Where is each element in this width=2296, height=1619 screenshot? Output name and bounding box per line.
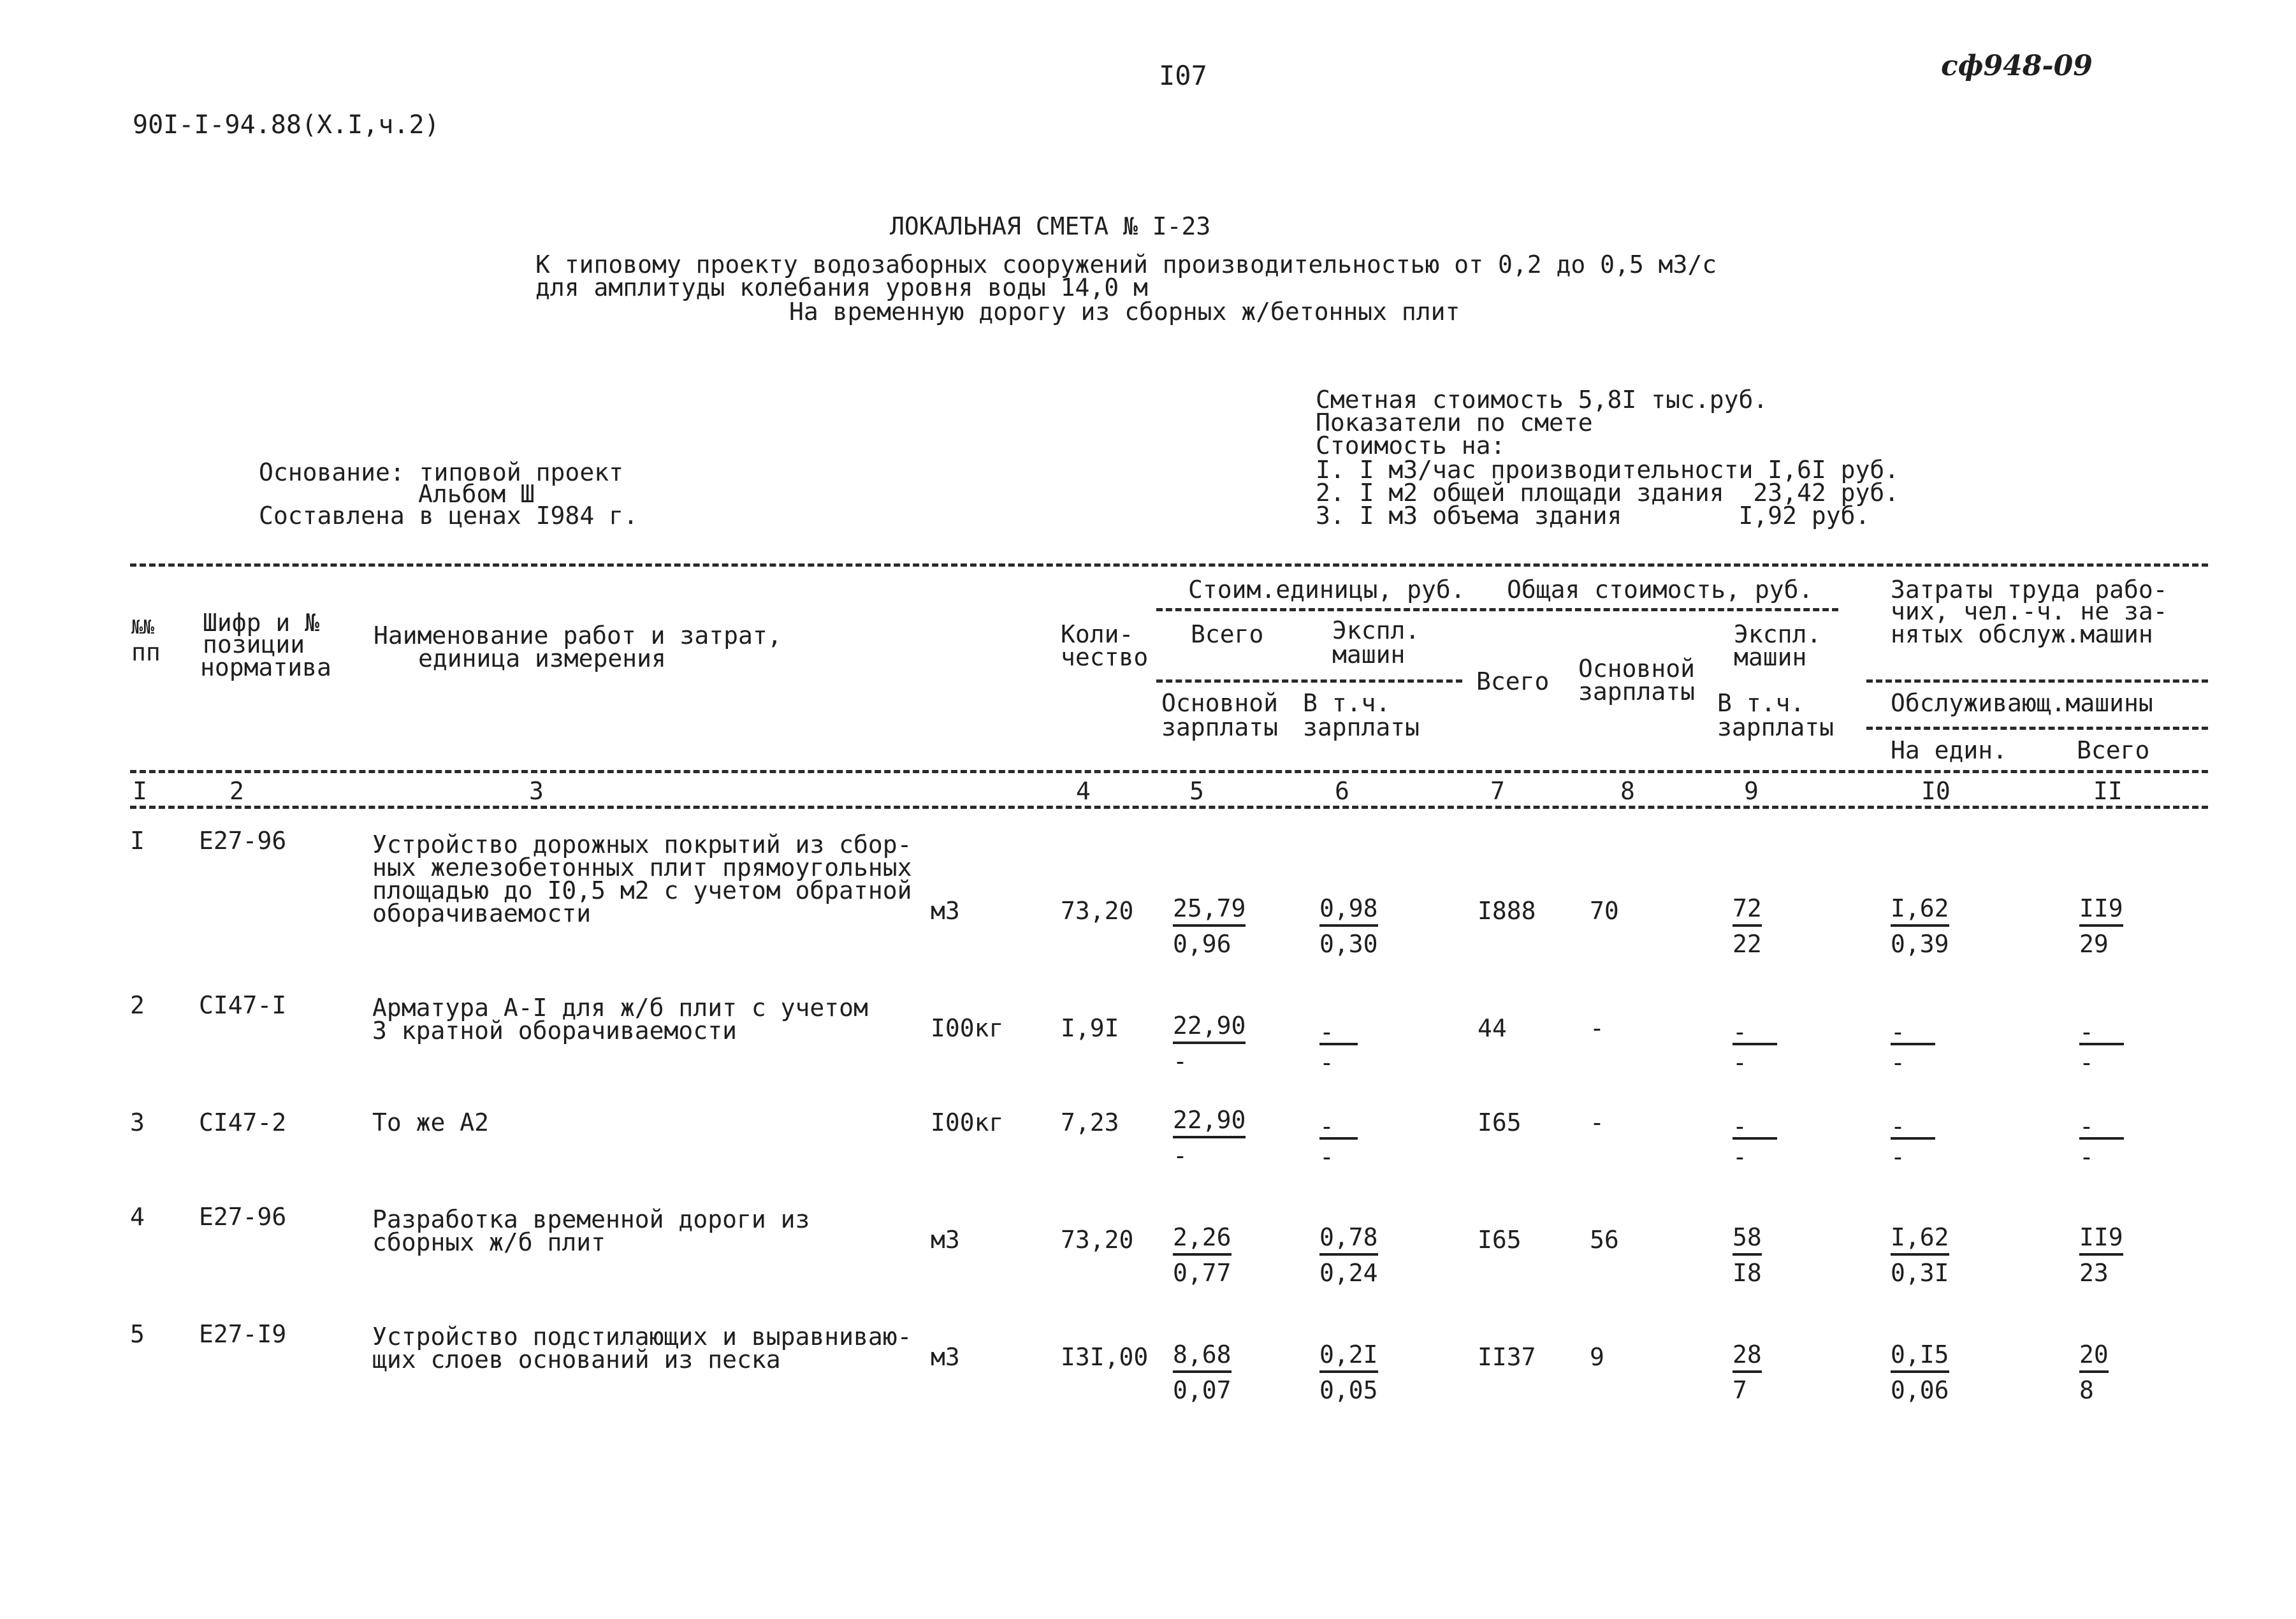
table-row-4-col10: $\frac{I,62}{0,3I}$ xyxy=(1891,1223,1949,1287)
subtitle-line-1: К типовому проекту водозаборных сооружений производительностью от 0,2 до 0,5 м3/с xyxy=(535,250,1717,279)
table-row-2-col5: 22,90 - xyxy=(1173,1012,1246,1075)
summary-cost: Сметная стоимость 5,8I тыс.руб. xyxy=(1316,386,1768,414)
header-qty-2: чество xyxy=(1061,643,1149,671)
header-total-wage-2: зарплаты xyxy=(1578,678,1696,706)
table-row-4-col9: $\frac{58}{I8}$ xyxy=(1733,1223,1762,1287)
subtitle-line-2: для амплитуды колебания уровня воды 14,0 м xyxy=(535,273,1148,301)
table-row-3-col6: - - xyxy=(1319,1114,1358,1169)
table-row-5-col6: $\frac{0,2I}{0,05}$ xyxy=(1319,1340,1378,1404)
header-rule-d xyxy=(1866,727,2208,730)
table-row-1-col10: $\frac{I,62}{0,39}$ xyxy=(1891,894,1949,958)
table-top-rule xyxy=(130,563,2208,567)
table-row-5-col11: $\frac{20}{8}$ xyxy=(2079,1340,2109,1404)
header-unit-wage-2: зарплаты xyxy=(1161,713,1279,741)
table-row-5-col7: II37 xyxy=(1478,1343,1536,1371)
header-labor-2: чих, чел.-ч. не за- xyxy=(1891,597,2168,625)
table-row-3-name-1: То же А2 xyxy=(372,1108,490,1136)
summary-item-2: 2. I м2 общей площади здания 23,42 руб. xyxy=(1316,479,1900,507)
header-qty-1: Коли- xyxy=(1061,620,1134,648)
header-labor-3: нятых обслуж.машин xyxy=(1891,620,2153,648)
header-num-2: пп xyxy=(131,638,161,666)
table-row-1-code: Е27-96 xyxy=(199,827,287,855)
table-row-5-code: Е27-I9 xyxy=(199,1320,287,1348)
table-row-2-unit: I00кг xyxy=(931,1014,1004,1042)
header-total-cost: Общая стоимость, руб. xyxy=(1507,576,1813,604)
header-rule-a xyxy=(1156,608,1838,611)
table-row-1-unit: м3 xyxy=(931,897,960,925)
header-labor-serv: Обслуживающ.машины xyxy=(1891,689,2153,717)
table-row-3-unit: I00кг xyxy=(931,1108,1004,1136)
table-row-1-name-4: оборачиваемости xyxy=(372,899,592,927)
header-total-incl-1: В т.ч. xyxy=(1717,689,1805,717)
table-row-5-num: 5 xyxy=(130,1320,145,1348)
header-rule-c xyxy=(1866,679,2208,683)
header-unit-cost: Стоим.единицы, руб. xyxy=(1188,576,1465,604)
table-row-2-col8: - xyxy=(1590,1014,1604,1042)
summary-indicators: Показатели по смете xyxy=(1316,409,1593,437)
table-row-1-col6: $\frac{0,98}{0,30}$ xyxy=(1319,894,1378,958)
header-num-1: №№ xyxy=(131,616,155,639)
basis-line-3: Составлена в ценах I984 г. xyxy=(259,502,638,530)
header-unit-total: Всего xyxy=(1191,620,1264,648)
header-total-incl-2: зарплаты xyxy=(1717,713,1835,741)
table-row-1-qty: 73,20 xyxy=(1061,897,1134,925)
table-row-3-num: 3 xyxy=(130,1108,145,1136)
header-rule-b xyxy=(1156,679,1462,683)
table-row-1-col8: 70 xyxy=(1590,897,1619,925)
summary-item-3: 3. I м3 объема здания I,92 руб. xyxy=(1316,502,1870,530)
basis-line-2: Альбом Ш xyxy=(418,480,535,508)
table-row-4-num: 4 xyxy=(130,1203,145,1231)
handwritten-mark: сф948-09 xyxy=(1941,50,2093,82)
col-number-9: 9 xyxy=(1744,777,1759,805)
header-total-wage-1: Основной xyxy=(1578,655,1696,683)
table-row-1-col9: $\frac{72}{22}$ xyxy=(1733,894,1762,958)
table-row-4-col6: $\frac{0,78}{0,24}$ xyxy=(1319,1223,1378,1287)
table-row-1-col7: I888 xyxy=(1478,897,1536,925)
table-row-4-col11: $\frac{II9}{23}$ xyxy=(2079,1223,2123,1287)
header-total-mach-2: машин xyxy=(1734,643,1807,671)
table-row-4-col7: I65 xyxy=(1478,1226,1522,1254)
table-row-1-name-3: площадью до I0,5 м2 с учетом обратной xyxy=(372,876,912,904)
header-name-1: Наименование работ и затрат, xyxy=(374,621,782,650)
table-row-2-col11: - - xyxy=(2079,1020,2124,1075)
col-number-11: II xyxy=(2093,777,2123,805)
table-row-5-name-2: щих слоев оснований из песка xyxy=(372,1346,781,1374)
col-number-2: 2 xyxy=(229,777,244,805)
table-row-4-col5: $\frac{2,26}{0,77}$ xyxy=(1173,1223,1232,1287)
subtitle-line-3: На временную дорогу из сборных ж/бетонных плит xyxy=(789,298,1460,326)
table-row-2-name-2: 3 кратной оборачиваемости xyxy=(372,1017,737,1045)
table-row-4-name-2: сборных ж/б плит xyxy=(372,1228,606,1256)
summary-cost-for: Стоимость на: xyxy=(1316,432,1506,460)
header-unit-incl-2: зарплаты xyxy=(1303,713,1420,741)
col-number-4: 4 xyxy=(1076,777,1091,805)
col-number-5: 5 xyxy=(1189,777,1204,805)
table-row-1-num: I xyxy=(130,827,145,855)
table-row-1-col5: $\frac{25,79}{0,96}$ xyxy=(1173,894,1246,958)
header-labor-total: Всего xyxy=(2077,736,2150,764)
header-unit-wage-1: Основной xyxy=(1161,689,1279,717)
col-number-1: I xyxy=(133,777,147,805)
header-unit-mach-1: Экспл. xyxy=(1332,616,1420,644)
header-total-mach-1: Экспл. xyxy=(1734,620,1822,648)
table-row-5-qty: I3I,00 xyxy=(1061,1343,1149,1371)
table-row-1-name-2: ных железобетонных плит прямоугольных xyxy=(372,853,912,882)
table-row-2-num: 2 xyxy=(130,991,145,1019)
table-row-4-name-1: Разработка временной дороги из xyxy=(372,1205,810,1233)
header-unit-mach-2: машин xyxy=(1332,641,1406,669)
table-row-3-col7: I65 xyxy=(1478,1108,1522,1136)
header-total-all: Всего xyxy=(1476,667,1550,695)
table-row-2-col7: 44 xyxy=(1478,1014,1507,1042)
header-name-2: единица измерения xyxy=(418,644,666,672)
table-row-4-col8: 56 xyxy=(1590,1226,1619,1254)
header-labor-unit: На един. xyxy=(1891,736,2008,764)
table-row-3-code: СI47-2 xyxy=(199,1108,287,1136)
table-row-5-col9: $\frac{28}{7}$ xyxy=(1733,1340,1762,1404)
table-row-5-name-1: Устройство подстилающих и выравниваю- xyxy=(372,1323,912,1351)
table-row-5-col8: 9 xyxy=(1590,1343,1604,1371)
table-row-3-col11: - - xyxy=(2079,1114,2124,1169)
page-number: I07 xyxy=(1159,60,1207,91)
table-row-3-col10: - - xyxy=(1891,1114,1935,1169)
table-row-4-qty: 73,20 xyxy=(1061,1226,1134,1254)
table-row-2-code: СI47-I xyxy=(199,991,287,1019)
header-code-1: Шифр и № xyxy=(203,609,320,637)
col-number-7: 7 xyxy=(1490,777,1505,805)
table-row-3-col9: - - xyxy=(1733,1114,1777,1169)
header-labor-1: Затраты труда рабо- xyxy=(1891,576,2168,604)
table-row-1-col11: $\frac{II9}{29}$ xyxy=(2079,894,2123,958)
header-unit-incl-1: В т.ч. xyxy=(1303,689,1391,717)
table-row-2-qty: I,9I xyxy=(1061,1014,1119,1042)
table-row-1-name-1: Устройство дорожных покрытий из сбор- xyxy=(372,831,912,859)
table-row-2-col9: - - xyxy=(1733,1020,1777,1075)
table-row-5-col5: $\frac{8,68}{0,07}$ xyxy=(1173,1340,1232,1404)
basis-line-1: Основание: типовой проект xyxy=(259,458,623,486)
col-number-8: 8 xyxy=(1620,777,1635,805)
table-row-5-col10: $\frac{0,I5}{0,06}$ xyxy=(1891,1340,1949,1404)
header-code-2: позиции xyxy=(203,630,305,658)
table-row-5-unit: м3 xyxy=(931,1343,960,1371)
table-row-2-col10: - - xyxy=(1891,1020,1935,1075)
col-number-3: 3 xyxy=(529,777,544,805)
col-number-10: I0 xyxy=(1921,777,1951,805)
table-row-3-col5: 22,90 - xyxy=(1173,1106,1246,1170)
estimate-title: ЛОКАЛЬНАЯ СМЕТА № I-23 xyxy=(890,212,1211,240)
document-code: 90I-I-94.88(X.I,ч.2) xyxy=(133,110,440,140)
table-row-4-code: Е27-96 xyxy=(199,1203,287,1231)
header-code-3: норматива xyxy=(200,653,331,681)
table-row-2-col6: - - xyxy=(1319,1020,1358,1075)
table-row-3-col8: - xyxy=(1590,1108,1604,1136)
table-row-3-qty: 7,23 xyxy=(1061,1108,1119,1136)
summary-item-1: I. I м3/час производительности I,6I руб. xyxy=(1316,456,1900,484)
table-row-4-unit: м3 xyxy=(931,1226,960,1254)
col-number-6: 6 xyxy=(1335,777,1349,805)
table-row-2-name-1: Арматура А-I для ж/б плит с учетом xyxy=(372,994,868,1022)
col-numbers-rule xyxy=(130,806,2208,809)
header-bottom-rule xyxy=(130,770,2208,773)
